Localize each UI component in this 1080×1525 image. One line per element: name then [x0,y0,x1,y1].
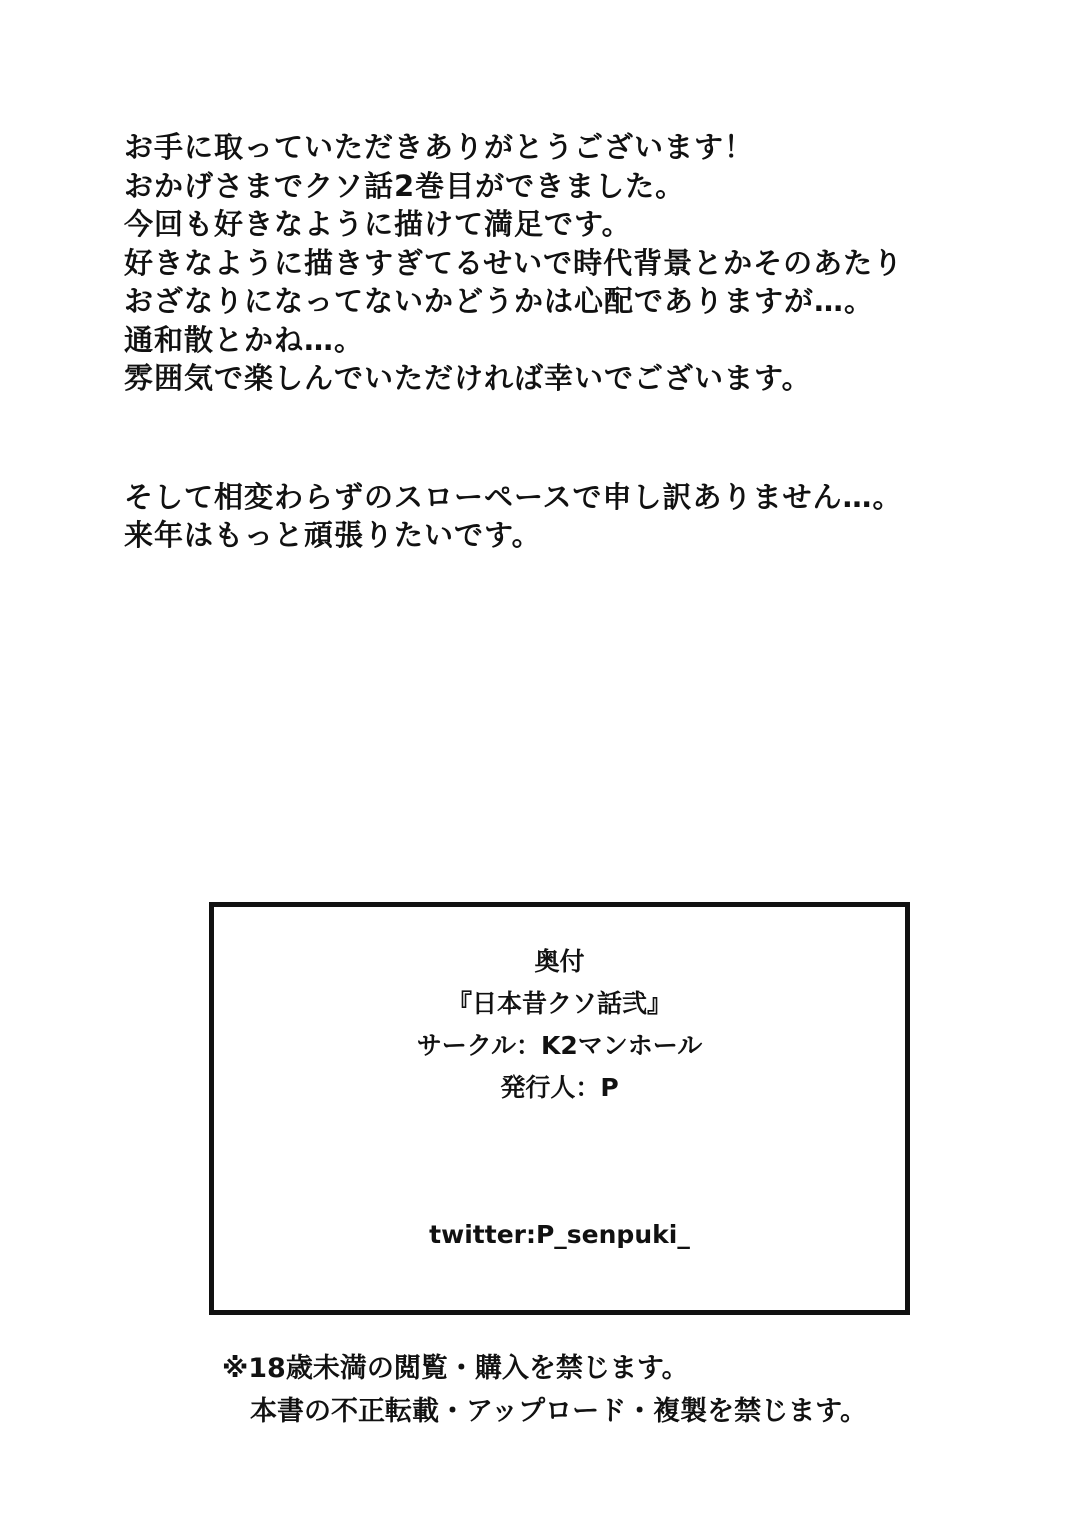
colophon-box [209,902,910,1315]
twitter-handle: twitter:P_senpuki_ [429,1220,690,1249]
copyright-notice: 本書の不正転載・アップロード・複製を禁じます。 [250,1396,867,1427]
publisher-name: 発行人：P [500,1073,619,1102]
afterword-line: 来年はもっと頑張りたいです。 [124,518,542,552]
afterword-paragraph-2 [124,478,1024,555]
age-restriction-notice: ※18歳未満の閲覧・購入を禁じます。 [222,1353,689,1384]
afterword-line: そして相変わらずのスローペースで申し訳ありません…。 [124,479,903,514]
afterword-line: 雰囲気で楽しんでいただければ幸いでございます。 [124,361,812,395]
colophon-heading: 奥付 [534,947,585,976]
afterword-line: 通和散とかね…。 [124,322,365,357]
afterword-line: お手に取っていただきありがとうございます！ [124,130,755,164]
afterword-line: 好きなように描きすぎてるせいで時代背景とかそのあたり [124,245,904,280]
circle-name: サークル：K2マンホール [416,1031,703,1060]
afterword-line: おざなりになってないかどうかは心配でありますが…。 [124,284,875,318]
colophon-details [214,941,905,1109]
afterword-line: 今回も好きなように描けて満足です。 [124,207,632,241]
afterword-text [124,128,1024,555]
book-title: 『日本昔クソ話弐』 [446,989,672,1018]
afterword-paragraph-1 [124,128,1024,398]
afterword-line: おかげさまでクソ話2巻目ができました。 [124,168,686,203]
legal-notices [222,1347,1022,1433]
